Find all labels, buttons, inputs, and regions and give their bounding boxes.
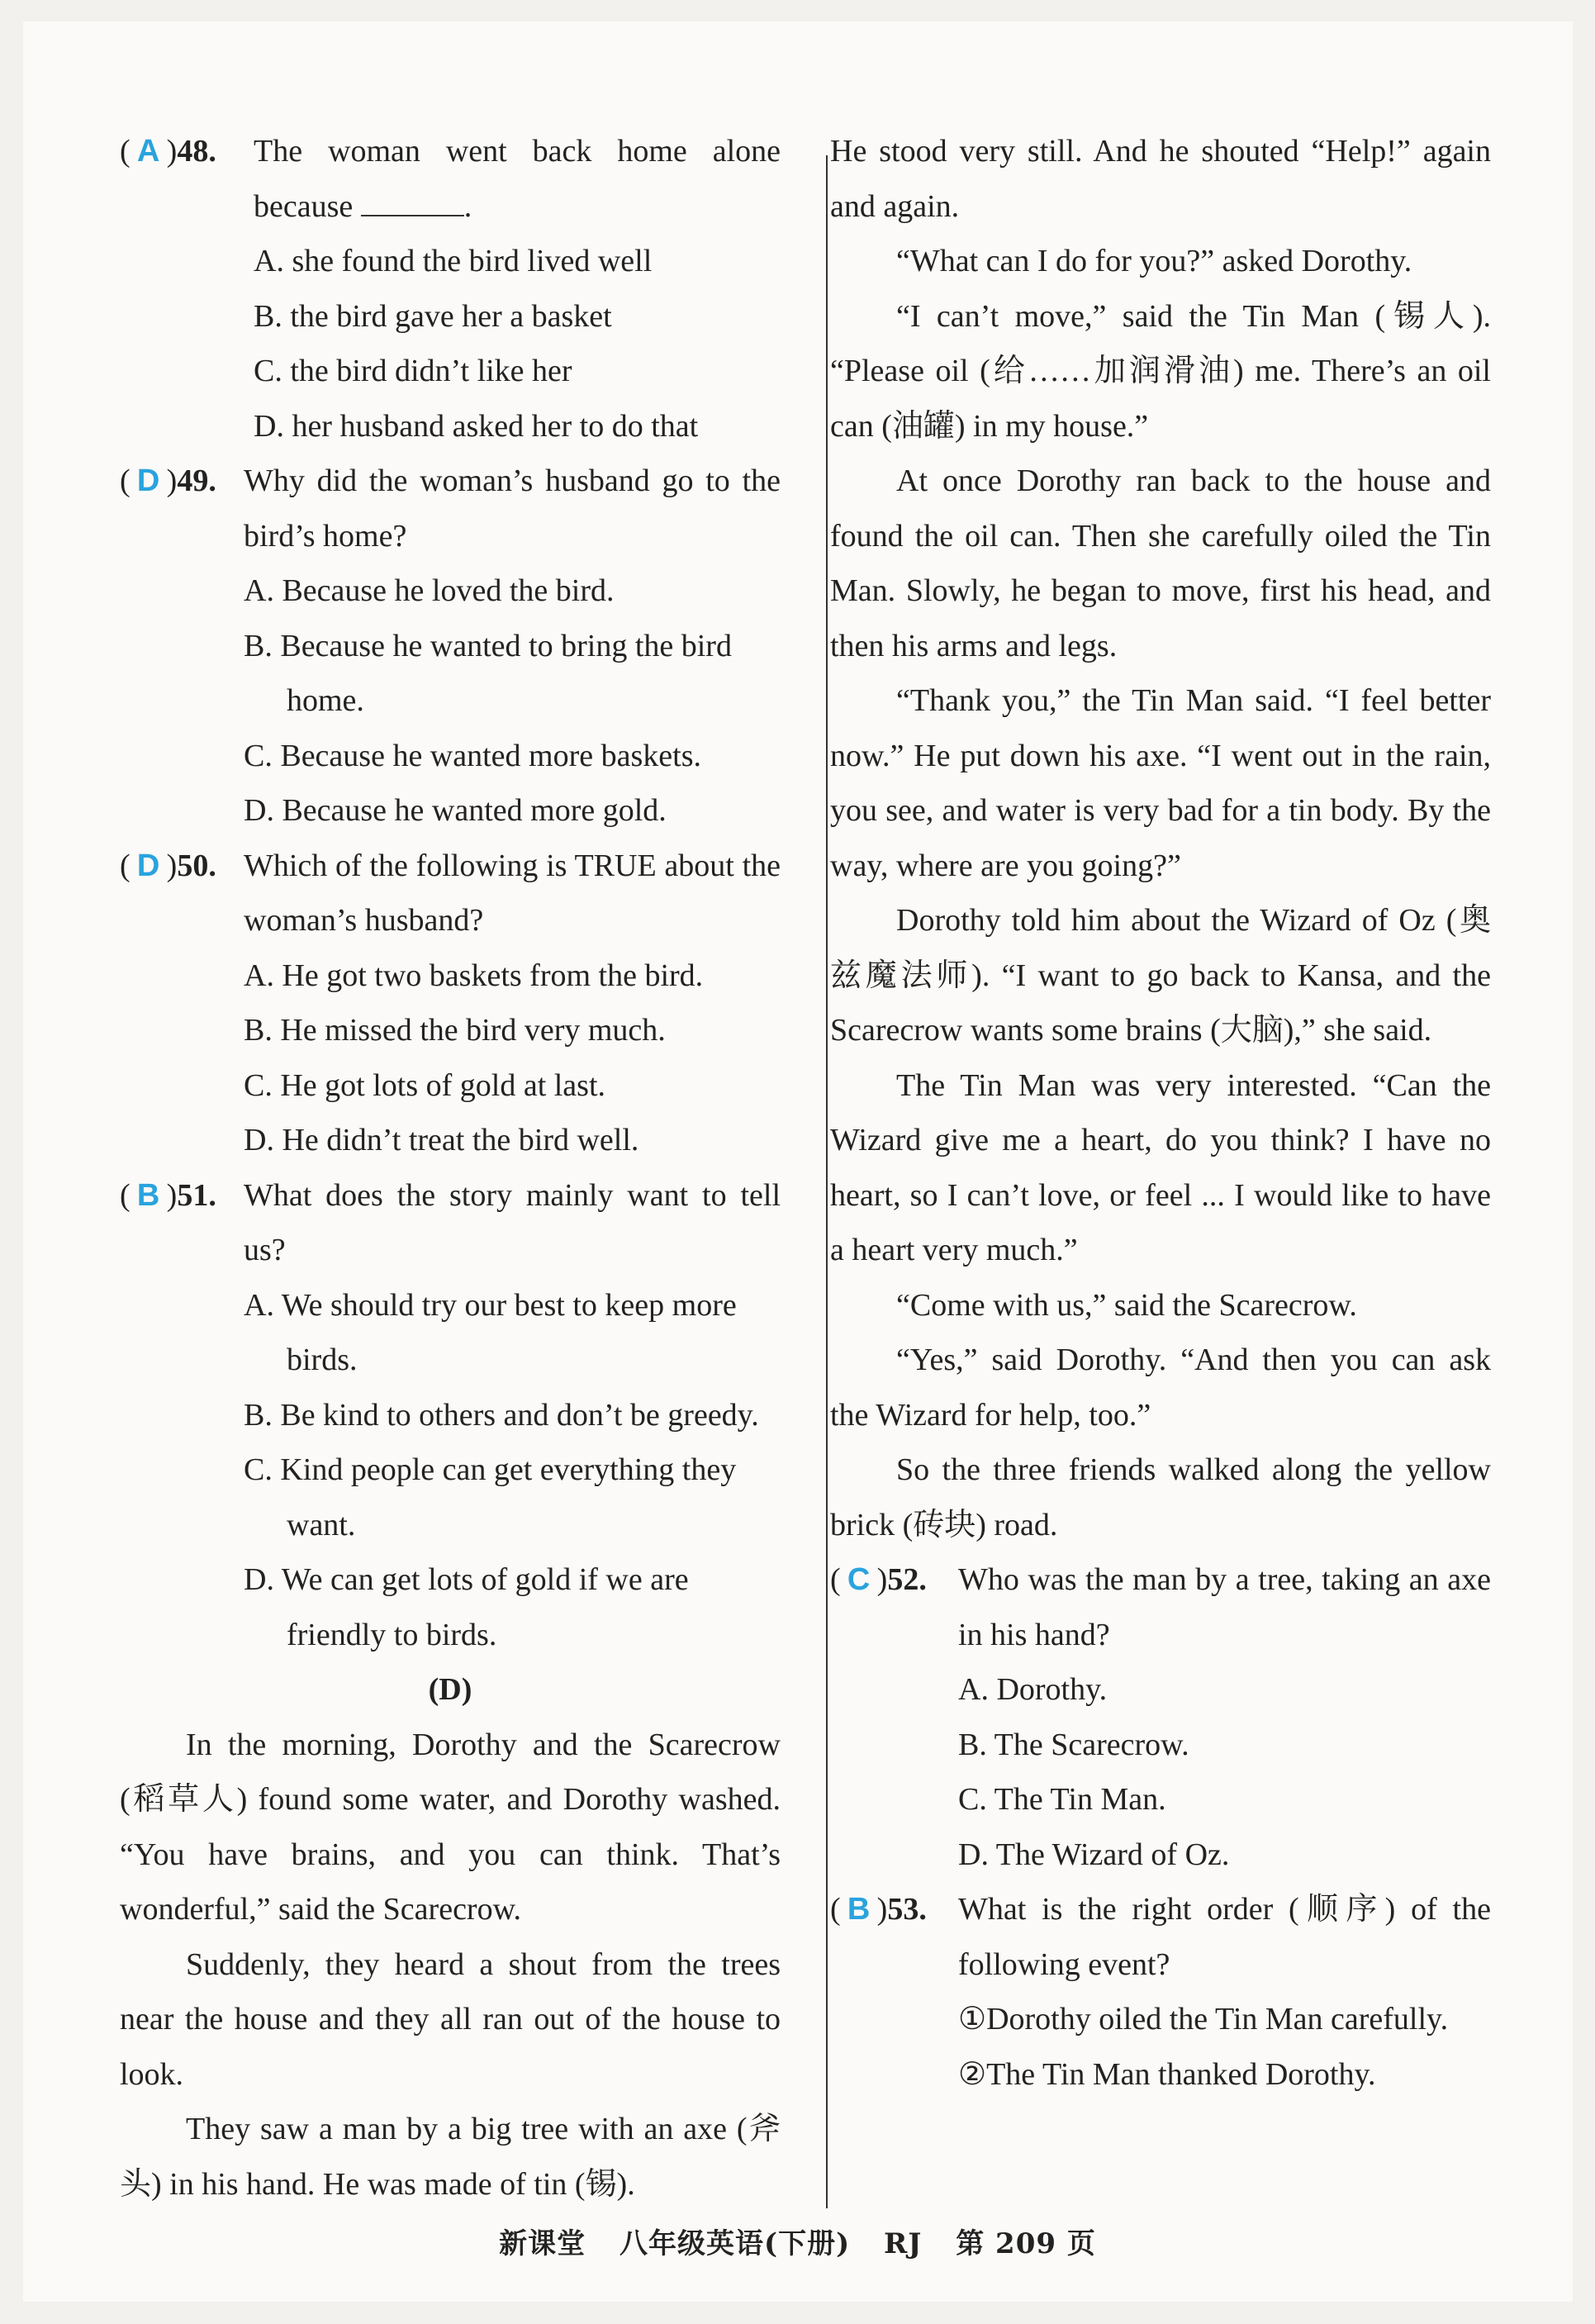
question-51: ( B )51. What does the story mainly want to tell us? A. We should try our best to keep more birds. B. Be kind to others and don’t be greedy. C. Kind people can get everything they want. D. We can get lots of gold if we are friendly to birds. [120, 1168, 781, 1663]
answer-48: A [136, 134, 160, 169]
passage-paragraph: Suddenly, they heard a shout from the trees near the house and they all ran out of the house to look. [120, 1946, 781, 2092]
question-stem-49: Why did the woman’s husband go to the bird’s home? [244, 463, 781, 554]
footer-book: 八年级英语(下册) [619, 2227, 851, 2260]
section-title: (D) [428, 1672, 472, 1707]
question-number-51: 51. [177, 1177, 216, 1213]
footer-publisher: 新课堂 [499, 2227, 586, 2260]
question-stem-48: The woman went back home alone because [254, 134, 781, 224]
question-number-52: 52. [887, 1562, 927, 1597]
answer-50: D [136, 848, 160, 883]
footer-edition: RJ [884, 2227, 923, 2260]
option-48-b: B. the bird gave her a basket [254, 298, 612, 334]
question-stem-51: What does the story mainly want to tell us? [244, 1177, 781, 1267]
left-column [120, 124, 781, 2212]
option-51-c: C. Kind people can get everything they want. [244, 1452, 737, 1542]
option-51-a: A. We should try our best to keep more birds. [244, 1287, 737, 1377]
passage-paragraph: “Come with us,” said the Scarecrow. [896, 1287, 1357, 1323]
question-number-53: 53. [887, 1892, 927, 1927]
question-49: ( D )49. Why did the woman’s husband go to the bird’s home? A. Because he loved the bird. B. Because he wanted to bring the bird home. C. Because he wanted more baskets. D. Because he wanted more gold. [120, 454, 781, 839]
passage-paragraph: “What can I do for you?” asked Dorothy. [896, 244, 1412, 278]
question-stem-52: Who was the man by a tree, taking an axe in his hand? [958, 1562, 1491, 1652]
passage-paragraph: The Tin Man was very interested. “Can the Wizard give me a heart, do you think? I have no heart, so I can’t love, or feel ... I would like to have a heart very much.” [830, 1067, 1491, 1267]
question-number-49: 49. [177, 463, 216, 498]
option-48-c: C. the bird didn’t like her [254, 354, 572, 388]
option-51-b: B. Be kind to others and don’t be greedy. [244, 1397, 759, 1433]
answer-blank [361, 190, 464, 216]
question-number-50: 50. [177, 848, 216, 883]
option-48-d: D. her husband asked her to do that [254, 408, 699, 444]
answer-52: C [847, 1562, 871, 1597]
event-1: ①Dorothy oiled the Tin Man carefully. [958, 2002, 1449, 2036]
passage-paragraph: They saw a man by a big tree with an axe (斧头) in his hand. He was made of tin (锡). [120, 2112, 781, 2202]
event-2: ②The Tin Man thanked Dorothy. [958, 2056, 1376, 2092]
question-52: ( C )52. Who was the man by a tree, taking an axe in his hand? A. Dorothy. B. The Scarecrow. C. The Tin Man. D. The Wizard of Oz. [830, 1552, 1491, 1882]
question-stem-53: What is the right order (顺序) of the following event? [958, 1892, 1491, 1982]
question-53: ( B )53. What is the right order (顺序) of the following event? ①Dorothy oiled the Tin Man carefully. ②The Tin Man thanked Dorothy. [830, 1882, 1491, 2102]
option-52-d: D. The Wizard of Oz. [958, 1837, 1230, 1872]
option-50-c: C. He got lots of gold at last. [244, 1067, 606, 1103]
column-divider [826, 155, 828, 2208]
footer-page-number: 第 209 页 [956, 2227, 1096, 2260]
option-50-a: A. He got two baskets from the bird. [244, 958, 704, 993]
question-50: ( D )50. Which of the following is TRUE about the woman’s husband? A. He got two baskets from the bird. B. He missed the bird very much. C. He got lots of gold at last. D. He didn’t treat the bird well. [120, 839, 781, 1168]
right-column [830, 124, 1491, 2102]
option-50-b: B. He missed the bird very much. [244, 1013, 666, 1048]
option-52-c: C. The Tin Man. [958, 1782, 1166, 1817]
option-49-b: B. Because he wanted to bring the bird home. [244, 628, 732, 718]
passage-paragraph: “Thank you,” the Tin Man said. “I feel better now.” He put down his axe. “I went out in the rain, you see, and water is very bad for a tin body. By the way, where are you going?” [830, 683, 1491, 883]
passage-paragraph: So the three friends walked along the yellow brick (砖块) road. [830, 1452, 1491, 1542]
option-48-a: A. she found the bird lived well [254, 244, 653, 278]
passage-paragraph: Dorothy told him about the Wizard of Oz (奥兹魔法师). “I want to go back to Kansa, and the Scarecrow wants some brains (大脑),” she said. [830, 903, 1491, 1048]
passage-paragraph: He stood very still. And he shouted “Help!” again and again. [830, 134, 1491, 224]
option-50-d: D. He didn’t treat the bird well. [244, 1123, 639, 1157]
question-stem-50: Which of the following is TRUE about the woman’s husband? [244, 848, 781, 938]
option-49-c: C. Because he wanted more baskets. [244, 738, 701, 773]
passage-paragraph: At once Dorothy ran back to the house and found the oil can. Then she carefully oiled the Tin Man. Slowly, he began to move, first his head, and then his arms and legs. [830, 463, 1491, 663]
passage-paragraph: In the morning, Dorothy and the Scarecrow (稻草人) found some water, and Dorothy washed. “You have brains, and you can think. That’s wonderful,” said the Scarecrow. [120, 1727, 781, 1927]
passage-paragraph: “Yes,” said Dorothy. “And then you can ask the Wizard for help, too.” [830, 1343, 1491, 1433]
question-48: ( A )48. The woman went back home alone because . A. she found the bird lived well B. the bird gave her a basket C. the bird didn’t like her D. her husband asked her to do that [120, 124, 781, 454]
option-49-a: A. Because he loved the bird. [244, 573, 615, 608]
page-footer [0, 2221, 1595, 2261]
question-number-48: 48. [177, 134, 216, 169]
answer-51: B [136, 1177, 160, 1213]
option-51-d: D. We can get lots of gold if we are friendly to birds. [244, 1562, 689, 1652]
passage-paragraph: “I can’t move,” said the Tin Man (锡人). “Please oil (给……加润滑油) me. There’s an oil can (油罐) in my house.” [830, 298, 1491, 444]
option-52-b: B. The Scarecrow. [958, 1727, 1189, 1762]
answer-49: D [136, 463, 160, 498]
option-52-a: A. Dorothy. [958, 1672, 1108, 1707]
answer-53: B [847, 1892, 871, 1927]
option-49-d: D. Because he wanted more gold. [244, 793, 667, 828]
